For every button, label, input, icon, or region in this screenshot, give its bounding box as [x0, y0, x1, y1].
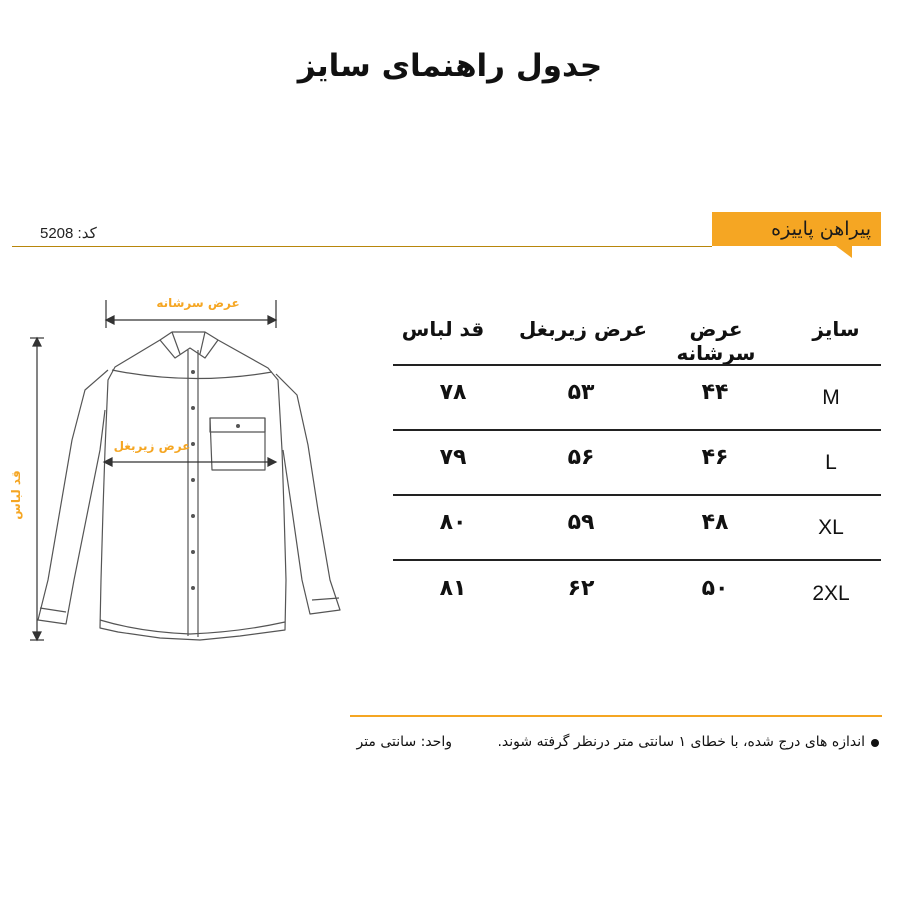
shoulder-cell: ۴۸ [701, 510, 729, 535]
chest-cell: ۵۳ [567, 380, 595, 405]
table-divider [393, 494, 881, 496]
length-cell: ۷۹ [439, 445, 467, 470]
chest-measure-label: عرض زیربغل [113, 439, 191, 453]
shoulder-cell: ۵۰ [701, 576, 729, 601]
product-code-value: 5208 [40, 225, 74, 242]
product-tag-tail [836, 246, 852, 258]
product-name: پیراهن پاییزه [771, 218, 871, 240]
shoulder-measure-label: عرض سرشانه [156, 296, 240, 310]
size-cell: L [825, 451, 837, 474]
table-divider [393, 429, 881, 431]
table-divider [393, 559, 881, 561]
chest-cell: ۵۶ [567, 445, 595, 470]
size-cell: 2XL [812, 582, 850, 605]
bullet-icon [871, 739, 879, 747]
header-shoulder: عرض سرشانه [676, 317, 756, 365]
chest-cell: ۶۲ [567, 576, 595, 601]
footer-divider [350, 715, 882, 717]
shoulder-cell: ۴۶ [701, 445, 729, 470]
length-cell: ۷۸ [439, 380, 467, 405]
product-code-label: کد: [77, 225, 97, 242]
table-divider [393, 364, 881, 366]
page-title: جدول راهنمای سایز [297, 48, 603, 84]
shoulder-cell: ۴۴ [701, 380, 729, 405]
header-chest: عرض زیربغل [518, 317, 648, 341]
shirt-diagram [0, 280, 360, 650]
header-divider [12, 246, 712, 247]
header-size: سایز [812, 317, 860, 341]
tolerance-note: اندازه های درج شده، با خطای ۱ سانتی متر درنظر گرفته شوند. [497, 734, 865, 750]
product-code [40, 224, 97, 242]
header-length: قد لباس [401, 317, 485, 341]
length-measure-label: قد لباس [9, 470, 23, 520]
size-cell: XL [818, 516, 844, 539]
length-cell: ۸۰ [439, 510, 467, 535]
unit-note: واحد: سانتی متر [356, 734, 452, 750]
length-cell: ۸۱ [439, 576, 467, 601]
product-name-tag [712, 212, 881, 246]
chest-cell: ۵۹ [567, 510, 595, 535]
size-cell: M [822, 386, 840, 409]
